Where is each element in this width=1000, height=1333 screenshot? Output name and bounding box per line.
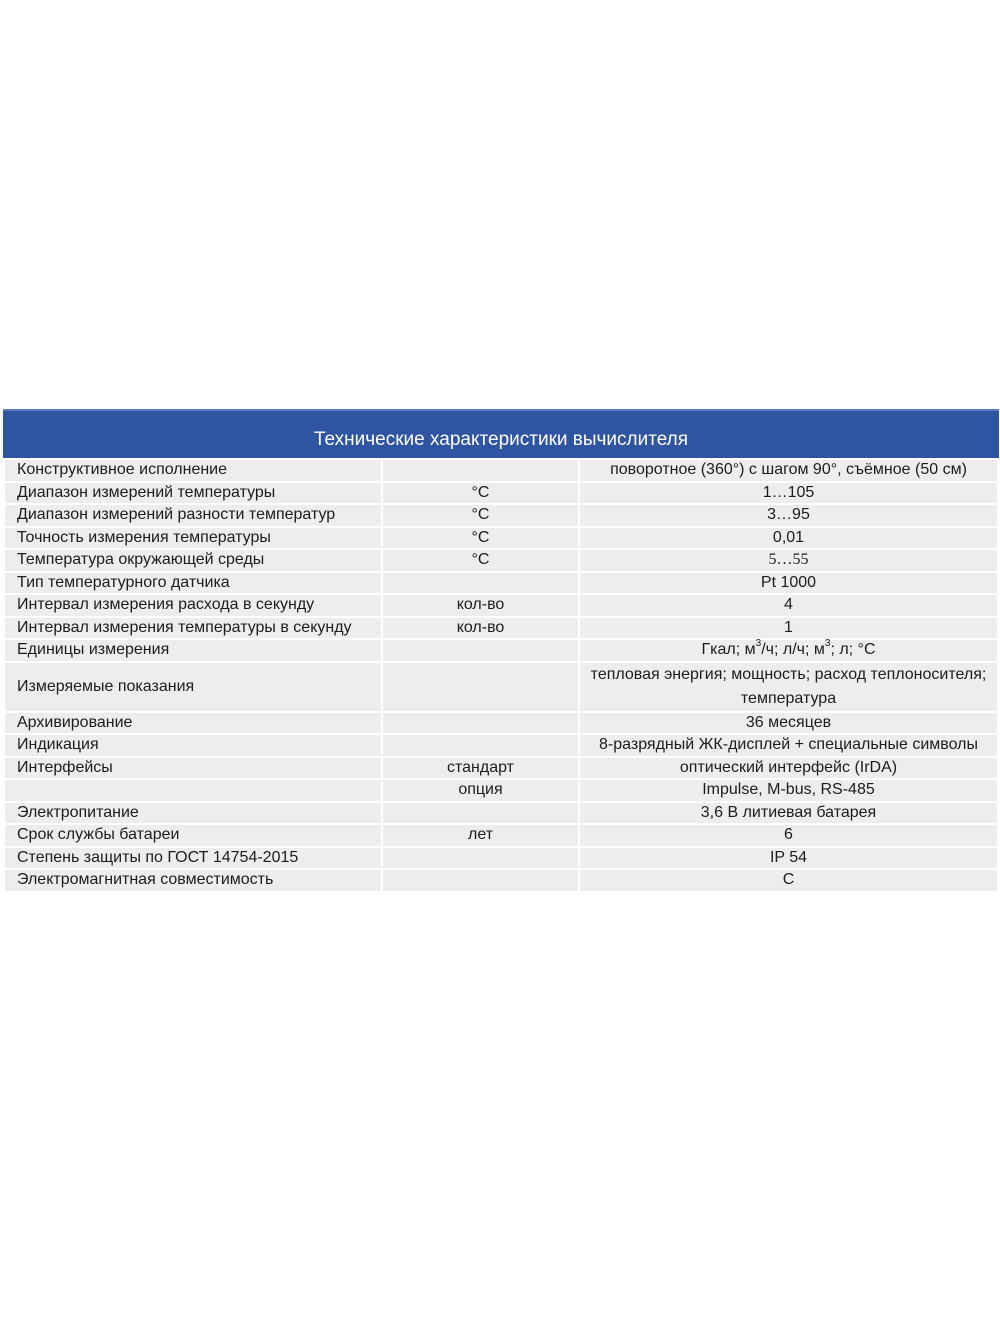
value-text: /ч; л/ч; м [761,641,825,659]
value-cell: 5…55 [579,549,998,572]
unit-cell: стандарт [382,757,579,780]
value-cell: тепловая энергия; мощность; расход теплоносителя; температура [579,662,998,712]
unit-cell: опция [382,779,579,802]
value-cell: 8-разрядный ЖК-дисплей + специальные символы [579,734,998,757]
table-title: Технические характеристики вычислителя [3,409,999,458]
param-cell: Степень защиты по ГОСТ 14754-2015 [4,847,382,870]
table-row [4,549,998,572]
unit-cell [382,572,579,595]
table-row [4,504,998,527]
param-cell: Электромагнитная совместимость [4,869,382,892]
table-row [4,712,998,735]
table-row [4,757,998,780]
unit-cell: °C [382,549,579,572]
value-cell: 1…105 [579,482,998,505]
unit-cell: °C [382,482,579,505]
table-row [4,824,998,847]
unit-cell: °C [382,527,579,550]
param-cell: Единицы измерения [4,639,382,662]
superscript: 3 [755,637,762,649]
table-row [4,847,998,870]
unit-cell [382,734,579,757]
value-cell: С [579,869,998,892]
value-cell: 36 месяцев [579,712,998,735]
unit-cell: °C [382,504,579,527]
param-cell: Срок службы батареи [4,824,382,847]
param-cell: Измеряемые показания [4,662,382,712]
param-cell: Диапазон измерений температуры [4,482,382,505]
value-text: Гкал; м [701,641,756,659]
table-row [4,734,998,757]
table-row [4,639,998,662]
value-cell: 6 [579,824,998,847]
unit-cell [382,639,579,662]
param-cell: Индикация [4,734,382,757]
param-cell: Электропитание [4,802,382,825]
unit-cell [382,869,579,892]
table-row [4,527,998,550]
unit-cell: лет [382,824,579,847]
param-cell: Точность измерения температуры [4,527,382,550]
value-cell: Impulse, M-bus, RS-485 [579,779,998,802]
param-cell: Интерфейсы [4,757,382,780]
unit-cell [382,802,579,825]
value-cell: 1 [579,617,998,640]
value-cell-units [579,639,998,662]
value-cell: 4 [579,594,998,617]
table-row [4,572,998,595]
value-cell: оптический интерфейс (IrDA) [579,757,998,780]
table-row [4,869,998,892]
param-cell: Интервал измерения температуры в секунду [4,617,382,640]
param-cell: Диапазон измерений разности температур [4,504,382,527]
param-cell: Интервал измерения расхода в секунду [4,594,382,617]
value-cell: поворотное (360°) с шагом 90°, съёмное (50 см) [579,459,998,482]
spec-table [3,409,999,893]
param-cell: Архивирование [4,712,382,735]
param-cell: Конструктивное исполнение [4,459,382,482]
param-cell: Тип температурного датчика [4,572,382,595]
table-row [4,662,998,712]
value-cell: IP 54 [579,847,998,870]
unit-cell [382,712,579,735]
unit-cell [382,847,579,870]
value-cell: 3,6 В литиевая батарея [579,802,998,825]
value-cell: 0,01 [579,527,998,550]
unit-cell [382,662,579,712]
unit-cell: кол-во [382,594,579,617]
table-row [4,802,998,825]
unit-cell: кол-во [382,617,579,640]
value-text: ; л; °C [830,641,876,659]
table-row [4,617,998,640]
table-row [4,482,998,505]
param-cell: Температура окружающей среды [4,549,382,572]
value-cell: Pt 1000 [579,572,998,595]
param-cell [4,779,382,802]
value-cell: 3…95 [579,504,998,527]
table-row [4,779,998,802]
superscript: 3 [824,637,831,649]
table-row [4,594,998,617]
